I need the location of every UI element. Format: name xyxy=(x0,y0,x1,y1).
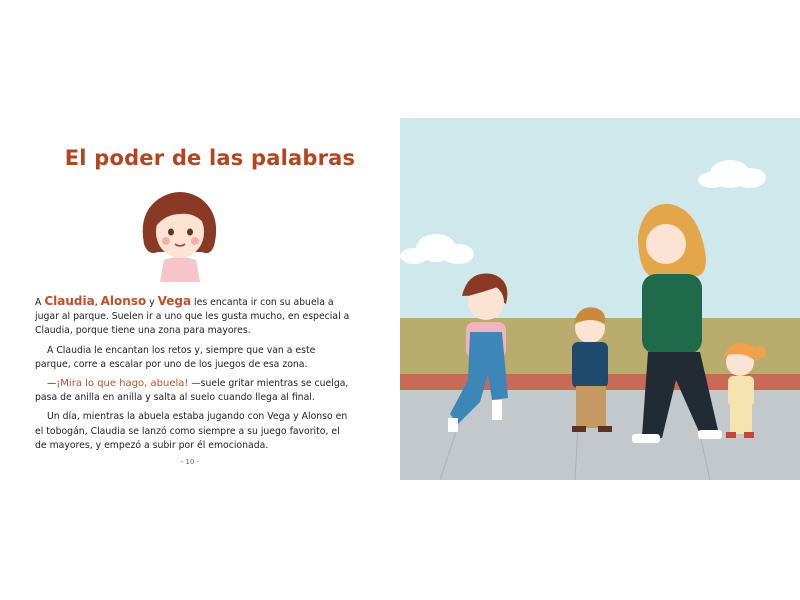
name-vega: Vega xyxy=(157,294,192,308)
page-number: - 10 - xyxy=(180,458,200,466)
name-claudia: Claudia xyxy=(44,294,95,308)
exclamation: ¡Mira lo que hago, abuela! xyxy=(56,378,189,390)
park-illustration xyxy=(400,118,800,480)
name-alonso: Alonso xyxy=(100,294,147,308)
page-title: El poder de las palabras xyxy=(64,146,356,170)
paragraph-1: A Claudia, Alonso y Vega les encanta ir con su abuela a jugar al parque. Suelen ir a uno que les gusta mucho, en especial a Claudia, porque tiene una zona para mayores. xyxy=(35,294,350,337)
claudia-portrait xyxy=(130,182,230,282)
paragraph-4: Un día, mientras la abuela estaba jugando con Vega y Alonso en el tobogán, Claudia se lanzó como siempre a su juego favorito, el de mayores, y empezó a subir por él emocionada. xyxy=(35,411,348,451)
paragraph-3: —¡Mira lo que hago, abuela! —suele gritar mientras se cuelga, pasa de anilla en anilla y salta al suelo cuando llega al final. xyxy=(35,378,349,404)
paragraph-2: A Claudia le encantan los retos y, siempre que van a este parque, corre a escalar por uno de los juegos de esa zona. xyxy=(35,344,316,370)
story-text xyxy=(35,294,353,458)
